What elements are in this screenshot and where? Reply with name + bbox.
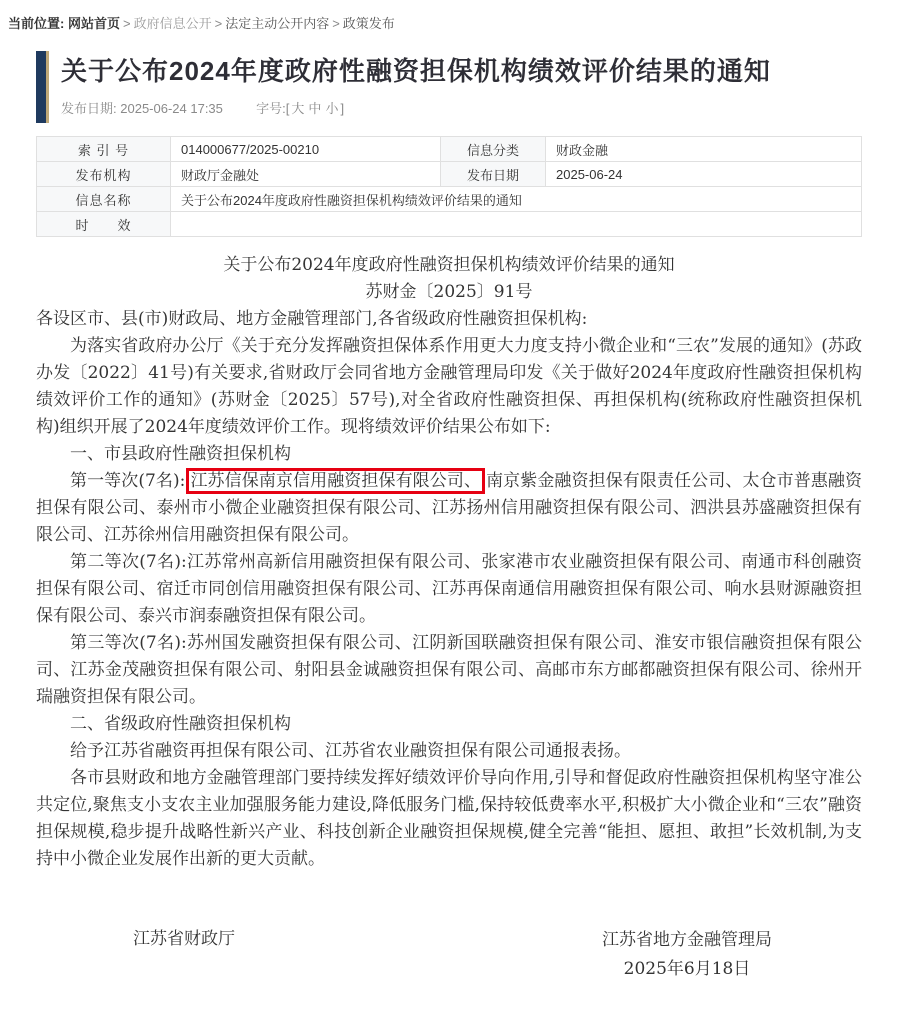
publish-date-label: 发布日期 bbox=[441, 162, 546, 187]
right-signature-block bbox=[602, 926, 772, 984]
paragraph-tier-3 bbox=[36, 630, 862, 711]
breadcrumb-policy-release[interactable]: 政策发布 bbox=[342, 16, 395, 31]
highlighted-company: 江苏信保南京信用融资担保有限公司、 bbox=[186, 468, 485, 494]
validity-label: 时 效 bbox=[37, 212, 171, 237]
info-name-label: 信息名称 bbox=[37, 187, 171, 212]
text-segment: 各设区市、县(市)财政局、地方金融管理部门,各省级政府性融资担保机构: bbox=[36, 309, 588, 329]
text-segment: 第一等次(7名): bbox=[70, 471, 186, 491]
text-segment: 一、市县政府性融资担保机构 bbox=[70, 444, 291, 464]
table-row bbox=[37, 187, 862, 212]
breadcrumb bbox=[0, 0, 899, 32]
document-number: 苏财金〔2025〕91号 bbox=[365, 282, 533, 302]
document-body bbox=[36, 252, 862, 873]
title-inner bbox=[46, 51, 862, 123]
breadcrumb-separator: > bbox=[122, 16, 131, 31]
table-row bbox=[37, 212, 862, 237]
document-paragraphs bbox=[36, 306, 862, 873]
publish-date-label: 发布日期: bbox=[61, 101, 117, 116]
font-size-medium-button[interactable]: 中 bbox=[308, 101, 322, 116]
signature-area bbox=[36, 926, 862, 1014]
section-2-heading bbox=[36, 711, 862, 738]
breadcrumb-separator: > bbox=[214, 16, 223, 31]
paragraph-tier-2 bbox=[36, 549, 862, 630]
article-meta bbox=[61, 98, 862, 117]
text-segment: 第三等次(7名):苏州国发融资担保有限公司、江阴新国联融资担保有限公司、淮安市银信融资担保有限公司、江苏金茂融资担保有限公司、射阳县金诚融资担保有限公司、高邮市东方邮都融资担保有限公司、徐州开瑞融资担保有限公司。 bbox=[36, 633, 862, 707]
paragraph-tier-1 bbox=[36, 468, 862, 549]
bracket-open: [ bbox=[285, 101, 290, 116]
text-segment: 二、省级政府性融资担保机构 bbox=[70, 714, 291, 734]
paragraph-intro bbox=[36, 333, 862, 441]
document-title: 关于公布2024年度政府性融资担保机构绩效评价结果的通知 bbox=[223, 255, 675, 275]
left-signature: 江苏省财政厅 bbox=[133, 929, 235, 949]
bracket-close: ] bbox=[340, 101, 345, 116]
issuing-agency-value: 财政厅金融处 bbox=[171, 162, 441, 187]
publish-date-value: 2025-06-24 bbox=[546, 162, 862, 187]
breadcrumb-home[interactable]: 网站首页 bbox=[67, 16, 120, 31]
font-size-small-button[interactable]: 小 bbox=[325, 101, 339, 116]
publish-date-value: 2025-06-24 17:35 bbox=[120, 101, 223, 116]
index-number-value: 014000677/2025-00210 bbox=[171, 137, 441, 162]
index-number-label: 索 引 号 bbox=[37, 137, 171, 162]
text-segment: 给予江苏省融资再担保有限公司、江苏省农业融资担保有限公司通报表扬。 bbox=[70, 741, 631, 761]
text-segment: 第二等次(7名):江苏常州高新信用融资担保有限公司、张家港市农业融资担保有限公司、南通市科创融资担保有限公司、宿迁市同创信用融资担保有限公司、江苏再保南通信用融资担保有限公司、响水县财源融资担保有限公司、泰兴市润泰融资担保有限公司。 bbox=[36, 552, 862, 626]
info-category-value: 财政金融 bbox=[546, 137, 862, 162]
validity-value bbox=[171, 212, 862, 237]
breadcrumb-gov-info[interactable]: 政府信息公开 bbox=[133, 16, 212, 31]
issuing-agency-label: 发布机构 bbox=[37, 162, 171, 187]
info-name-value: 关于公布2024年度政府性融资担保机构绩效评价结果的通知 bbox=[171, 187, 862, 212]
text-segment: 各市县财政和地方金融管理部门要持续发挥好绩效评价导向作用,引导和督促政府性融资担保机构坚守准公共定位,聚焦支小支农主业加强服务能力建设,降低服务门槛,保持较低费率水平,积极扩大小微企业和“三农”融资担保规模,稳步提升战略性新兴产业、科技创新企业融资担保规模,健全完善“能担、愿担、敢担”长效机制,为支持中小微企业发展作出新的更大贡献。 bbox=[36, 768, 862, 869]
font-size-large-button[interactable]: 大 bbox=[291, 101, 305, 116]
breadcrumb-separator: > bbox=[332, 16, 340, 31]
breadcrumb-label: 当前位置: bbox=[8, 16, 65, 31]
salutation bbox=[36, 306, 862, 333]
paragraph-commendation bbox=[36, 738, 862, 765]
font-size-label: 字号: bbox=[256, 101, 286, 116]
table-row bbox=[37, 137, 862, 162]
title-block bbox=[36, 51, 862, 123]
section-1-heading bbox=[36, 441, 862, 468]
table-row bbox=[37, 162, 862, 187]
info-category-label: 信息分类 bbox=[441, 137, 546, 162]
text-segment: 为落实省政府办公厅《关于充分发挥融资担保体系作用更大力度支持小微企业和“三农”发展的通知》(苏政办发〔2022〕41号)有关要求,省财政厅会同省地方金融管理局印发《关于做好2024年度政府性融资担保机构绩效评价工作的通知》(苏财金〔2025〕57号),对全省政府性融资担保、再担保机构(统称政府性融资担保机构)组织开展了2024年度绩效评价工作。现将绩效评价结果公布如下: bbox=[36, 336, 862, 437]
page-title: 关于公布2024年度政府性融资担保机构绩效评价结果的通知 bbox=[61, 56, 771, 86]
document-info-table bbox=[36, 136, 862, 237]
right-signature: 江苏省地方金融管理局 bbox=[602, 930, 772, 950]
text-segment: 南京紫金融资担保有限责任公司、太仓市普惠融资担保有限公司、泰州市小微企业融资担保有限公司、江苏扬州信用融资担保有限公司、泗洪县苏盛融资担保有限公司、江苏徐州信用融资担保有限公司。 bbox=[36, 471, 863, 545]
signature-date: 2025年6月18日 bbox=[623, 959, 751, 979]
paragraph-closing bbox=[36, 765, 862, 873]
article-container bbox=[36, 51, 862, 873]
breadcrumb-statutory-disclosure[interactable]: 法定主动公开内容 bbox=[225, 16, 330, 31]
